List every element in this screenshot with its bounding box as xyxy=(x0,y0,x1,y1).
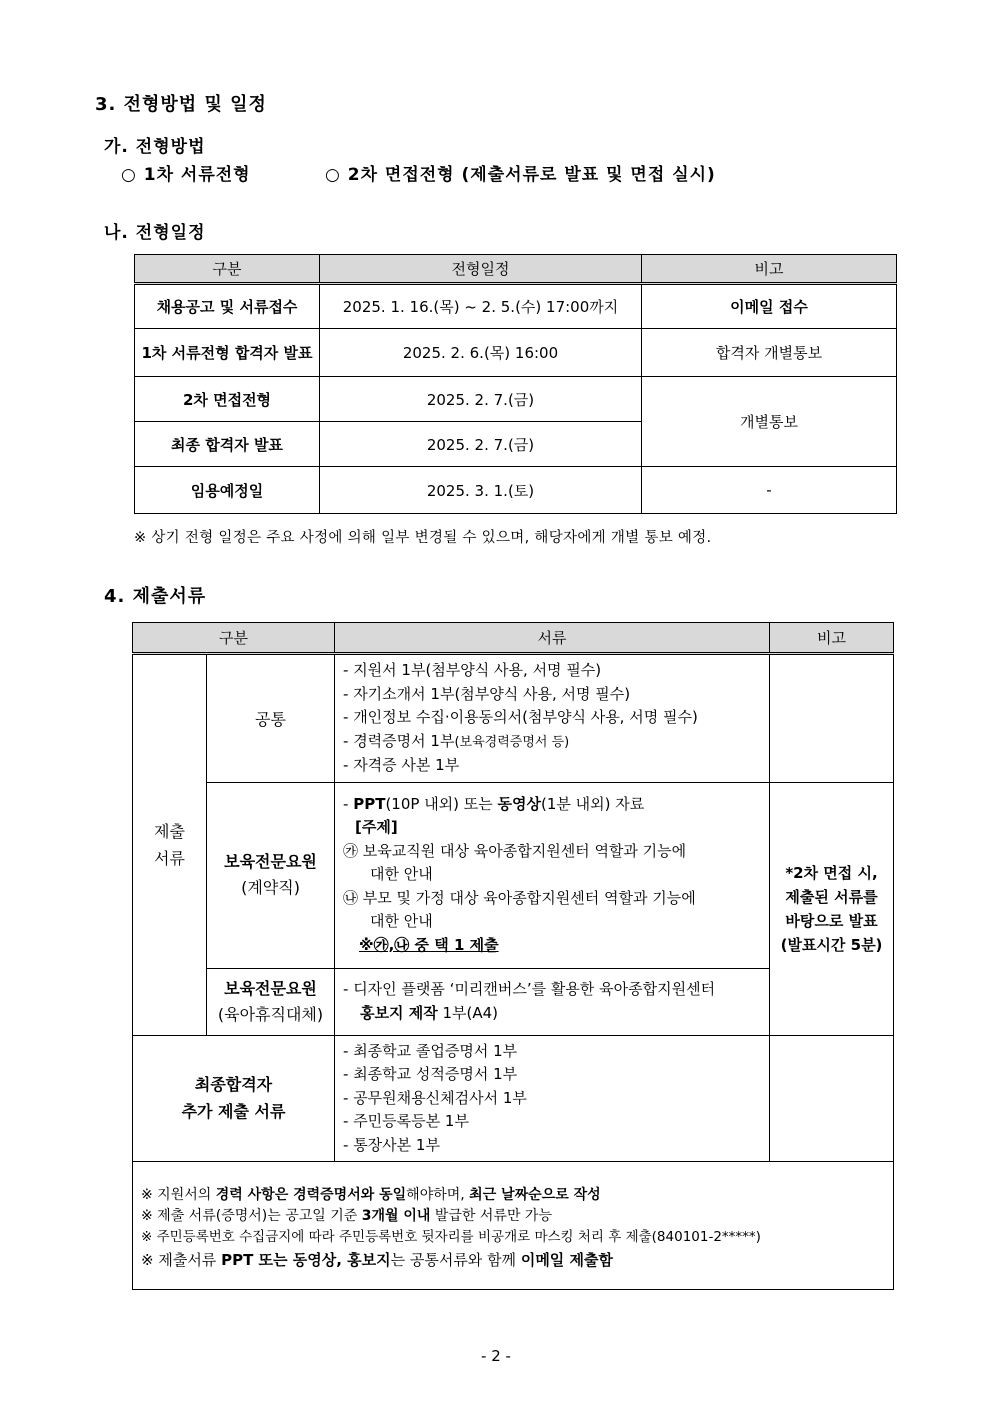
common-remark xyxy=(770,654,894,783)
schedule-row-name: 채용공고 및 서류접수 xyxy=(135,284,320,329)
presentation-remark xyxy=(770,782,894,1035)
method-heading: 가. 전형방법 xyxy=(104,137,206,157)
replacement-sublabel: (육아휴직대체) xyxy=(217,1004,324,1024)
remark-line: 바탕으로 발표 xyxy=(785,911,878,930)
schedule-row xyxy=(135,284,897,329)
schedule-row xyxy=(135,377,897,422)
documents-row-common xyxy=(133,654,894,783)
documents-notes xyxy=(133,1162,894,1290)
list-item: 대한 안내 xyxy=(370,865,433,884)
schedule-row xyxy=(135,467,897,514)
note-line xyxy=(141,1250,885,1271)
note-bold: 이메일 제출함 xyxy=(520,1250,613,1269)
list-item xyxy=(343,730,763,755)
brochure-detail: 1부(A4) xyxy=(437,1003,499,1022)
documents-header-row xyxy=(133,623,894,654)
final-label-line2: 추가 제출 서류 xyxy=(181,1102,286,1122)
schedule-row-name: 2차 면접전형 xyxy=(135,377,320,422)
schedule-header-schedule: 전형일정 xyxy=(320,255,642,284)
note-bold: PPT 또는 동영상, 홍보지 xyxy=(221,1250,391,1269)
method-document-screening: ○ 1차 서류전형 xyxy=(121,165,251,185)
list-item: - 디자인 플랫폼 ‘미리캔버스’를 활용한 육아종합지원센터 xyxy=(343,980,716,998)
final-documents-label xyxy=(133,1035,335,1162)
documents-row-contract xyxy=(133,782,894,968)
list-item: ㉯ 부모 및 가정 대상 육아종합지원센터 역할과 기능에 xyxy=(343,888,696,907)
schedule-row-note: - xyxy=(642,467,897,514)
schedule-row-date: 2025. 3. 1.(토) xyxy=(320,467,642,514)
note-line: ※ 주민등록번호 수집금지에 따라 주민등록번호 뒷자리를 비공개로 마스킹 처리 후 제출(840101-2*****) xyxy=(141,1228,761,1245)
note-text: 해야하며, xyxy=(406,1186,470,1203)
replacement-label: 보육전문요원 xyxy=(224,978,317,998)
note-bold: 최근 날짜순으로 작성 xyxy=(469,1186,601,1203)
documents-row-final xyxy=(133,1035,894,1162)
list-item xyxy=(343,793,763,817)
schedule-row-name: 1차 서류전형 합격자 발표 xyxy=(135,329,320,377)
remark-line: 제출된 서류를 xyxy=(785,887,878,906)
note-text: 발급한 서류만 가능 xyxy=(430,1207,552,1224)
schedule-row-name: 최종 합격자 발표 xyxy=(135,422,320,467)
schedule-row-date: 2025. 2. 7.(금) xyxy=(320,377,642,422)
list-item: - 지원서 1부(첨부양식 사용, 서명 필수) xyxy=(343,661,602,679)
schedule-row-note: 합격자 개별통보 xyxy=(642,329,897,377)
note-bold: 3개월 이내 xyxy=(361,1207,431,1224)
video-detail: (1분 내외) 자료 xyxy=(541,794,645,813)
submission-documents-group xyxy=(133,654,207,1036)
group-label-line1: 제출 xyxy=(154,821,185,841)
list-item: - 통장사본 1부 xyxy=(343,1135,440,1154)
note-text: ※ 제출 서류(증명서)는 공고일 기준 xyxy=(141,1207,362,1224)
final-label-line1: 최종합격자 xyxy=(194,1075,273,1095)
contract-sublabel: (계약직) xyxy=(241,878,300,897)
video-text: 동영상 xyxy=(497,794,542,813)
note-text: ※ 제출서류 xyxy=(141,1250,222,1269)
schedule-table xyxy=(134,254,897,514)
remark-line: *2차 면접 시, xyxy=(785,863,878,882)
ppt-detail: (10P 내외) 또는 xyxy=(385,794,498,813)
contract-staff-label xyxy=(207,782,335,968)
schedule-header-row xyxy=(135,255,897,284)
schedule-row-note: 이메일 접수 xyxy=(642,284,897,329)
note-text: 는 공통서류와 함께 xyxy=(390,1250,521,1269)
common-label: 공통 xyxy=(207,654,335,783)
method-interview: ○ 2차 면접전형 (제출서류로 발표 및 면접 실시) xyxy=(325,165,716,185)
common-documents-list xyxy=(335,654,770,783)
schedule-header-remark: 비고 xyxy=(642,255,897,284)
schedule-heading: 나. 전형일정 xyxy=(104,223,206,243)
ppt-text: PPT xyxy=(353,794,386,813)
schedule-header-category: 구분 xyxy=(135,255,320,284)
documents-notes-row xyxy=(133,1162,894,1290)
choose-one-note: ※㉮,㉯ 중 택 1 제출 xyxy=(359,935,499,954)
list-item: - 주민등록등본 1부 xyxy=(343,1112,469,1130)
list-item: - 최종학교 졸업증명서 1부 xyxy=(343,1041,518,1060)
schedule-row-date: 2025. 1. 16.(목) ~ 2. 5.(수) 17:00까지 xyxy=(320,284,642,329)
list-item: ㉮ 보육교직원 대상 육아종합지원센터 역할과 기능에 xyxy=(343,841,687,860)
brochure-text: 홍보지 제작 xyxy=(360,1003,438,1022)
section3-title: 3. 전형방법 및 일정 xyxy=(95,94,267,115)
replacement-documents-list xyxy=(335,968,770,1035)
schedule-row-name: 임용예정일 xyxy=(135,467,320,514)
documents-table xyxy=(132,622,894,1290)
note-line xyxy=(141,1206,885,1227)
final-documents-list xyxy=(335,1035,770,1162)
contract-documents-list xyxy=(335,782,770,968)
list-item: - 개인정보 수집·이용동의서(첨부양식 사용, 서명 필수) xyxy=(343,708,698,726)
career-certificate-note: (보육경력증명서 등) xyxy=(454,734,570,750)
dash: - xyxy=(343,794,354,813)
schedule-row-date: 2025. 2. 6.(목) 16:00 xyxy=(320,329,642,377)
replacement-staff-label xyxy=(207,968,335,1035)
list-item: 대한 안내 xyxy=(370,912,433,931)
documents-header-remark: 비고 xyxy=(770,623,894,654)
section4-title: 4. 제출서류 xyxy=(104,586,207,607)
topic-label: [주제] xyxy=(355,818,398,837)
final-remark xyxy=(770,1035,894,1162)
note-bold: 경력 사항은 경력증명서와 동일 xyxy=(215,1186,407,1203)
documents-header-documents: 서류 xyxy=(335,623,770,654)
page-number: - 2 - xyxy=(481,1347,511,1365)
documents-header-category: 구분 xyxy=(133,623,335,654)
list-item xyxy=(343,1002,763,1026)
list-item: - 최종학교 성적증명서 1부 xyxy=(343,1065,518,1083)
list-item: - 공무원채용신체검사서 1부 xyxy=(343,1088,527,1107)
schedule-row-date: 2025. 2. 7.(금) xyxy=(320,422,642,467)
group-label-line2: 서류 xyxy=(154,848,185,868)
list-item: - 자격증 사본 1부 xyxy=(343,756,460,774)
career-certificate: - 경력증명서 1부 xyxy=(343,731,455,750)
note-line xyxy=(141,1185,885,1206)
schedule-row-note: 개별통보 xyxy=(642,377,897,467)
schedule-note: ※ 상기 전형 일정은 주요 사정에 의해 일부 변경될 수 있으며, 해당자에게 개별 통보 예정. xyxy=(134,530,712,546)
list-item: - 자기소개서 1부(첨부양식 사용, 서명 필수) xyxy=(343,684,631,703)
schedule-row xyxy=(135,329,897,377)
remark-line: (발표시간 5분) xyxy=(780,935,883,954)
contract-label: 보육전문요원 xyxy=(224,852,317,871)
note-text: ※ 지원서의 xyxy=(141,1186,216,1203)
